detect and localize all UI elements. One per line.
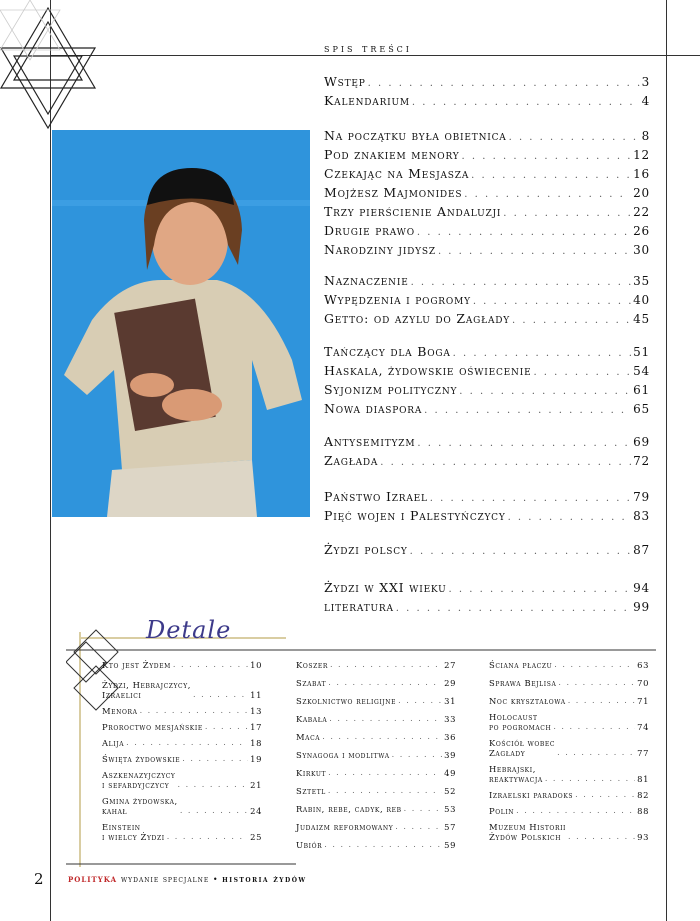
detale-leader-dots — [330, 660, 442, 670]
detale-entry-line: Gmina żydowska, — [102, 796, 178, 806]
detale-entry-title — [296, 678, 326, 688]
detale-entry-line: Kto jest Żydem — [102, 660, 171, 670]
toc-leader-dots — [462, 151, 632, 162]
detale-entry[interactable] — [102, 822, 262, 842]
toc-leader-dots — [430, 493, 631, 504]
detale-entry-title — [102, 738, 124, 748]
detale-entry-title — [102, 680, 191, 700]
toc-leader-dots — [508, 512, 632, 523]
detale-entry[interactable] — [102, 706, 262, 716]
footer-series: historia żydów — [222, 874, 307, 884]
detale-entry-title — [489, 806, 514, 816]
detale-entry-page: 29 — [444, 678, 456, 688]
toc-entry-title: Wstęp — [324, 74, 366, 89]
detale-entry[interactable] — [102, 738, 262, 748]
detale-entry-page: 81 — [637, 774, 649, 784]
toc-title: spis treści — [324, 42, 412, 55]
detale-entry-title — [296, 660, 328, 670]
toc-group — [324, 434, 650, 472]
detale-entry-line: Ściana płaczu — [489, 660, 553, 670]
toc-entry-title: Narodziny jidysz — [324, 242, 436, 257]
detale-entry-line: Holocaust — [489, 712, 538, 722]
toc-entry-page: 83 — [633, 509, 650, 523]
detale-entry-line: Aszkenazyjczycy — [102, 770, 176, 780]
toc-entry[interactable] — [324, 489, 650, 508]
detale-leader-dots — [516, 806, 635, 816]
detale-entry[interactable] — [296, 804, 456, 814]
detale-entry[interactable] — [296, 696, 456, 706]
detale-entry-line: Proroctwo mesjańskie — [102, 722, 203, 732]
toc-leader-dots — [417, 227, 631, 238]
toc-entry-title: Na początku była obietnica — [324, 128, 507, 143]
detale-entry[interactable] — [489, 660, 649, 670]
detale-entry-line: Hebrajski, — [489, 764, 536, 774]
toc-leader-dots — [512, 315, 631, 326]
star-of-david-icon — [0, 0, 100, 130]
detale-leader-dots — [554, 660, 635, 670]
detale-entry-title — [489, 738, 555, 758]
detale-entry-line: kahał — [102, 806, 128, 816]
toc-entry-title: Syjonizm polityczny — [324, 382, 458, 397]
detale-leader-dots — [182, 754, 248, 764]
toc-entry-title: Zagłada — [324, 453, 379, 468]
detale-leader-dots — [568, 832, 635, 842]
detale-leader-dots — [392, 750, 442, 760]
toc-entry-page: 45 — [633, 312, 650, 326]
toc-group — [324, 128, 650, 261]
detale-entry-page: 82 — [637, 790, 649, 800]
detale-entry[interactable] — [296, 768, 456, 778]
detale-entry-page: 52 — [444, 786, 456, 796]
detale-entry[interactable] — [489, 712, 649, 732]
detale-entry-page: 77 — [637, 748, 649, 758]
detale-entry-page: 19 — [250, 754, 262, 764]
toc-entry-page: 94 — [633, 581, 650, 595]
toc-group — [324, 489, 650, 527]
detale-entry-page: 17 — [250, 722, 262, 732]
detale-entry[interactable] — [296, 714, 456, 724]
header-rule — [50, 55, 700, 56]
detale-entry-line: Żydzi, Hebrajczycy, — [102, 680, 192, 690]
detale-leader-dots — [568, 696, 635, 706]
detale-entry-line: Koszer — [296, 660, 328, 670]
detale-leader-dots — [545, 774, 635, 784]
detale-entry[interactable] — [102, 722, 262, 732]
detale-entry-title — [296, 732, 320, 742]
toc-entry-page: 65 — [633, 402, 650, 416]
toc-entry-title: Mojżesz Majmonides — [324, 185, 463, 200]
toc-entry[interactable] — [324, 147, 650, 166]
toc-entry-page: 26 — [633, 224, 650, 238]
toc-entry-page: 61 — [633, 383, 650, 397]
detale-leader-dots — [180, 806, 248, 816]
detale-entry-page: 74 — [637, 722, 649, 732]
detale-column-2 — [296, 660, 456, 850]
detale-entry[interactable] — [102, 680, 262, 700]
toc-leader-dots — [412, 97, 640, 108]
toc-entry-title: Nowa diaspora — [324, 401, 423, 416]
toc-group — [324, 542, 650, 561]
detale-entry-page: 27 — [444, 660, 456, 670]
toc-entry-page: 79 — [633, 490, 650, 504]
detale-entry-line: i wielcy Żydzi — [102, 832, 165, 842]
toc-group — [324, 344, 650, 420]
photo-boy-with-book — [52, 130, 310, 517]
footer — [68, 874, 307, 884]
detale-leader-dots — [173, 660, 248, 670]
toc-entry-page: 8 — [641, 129, 650, 143]
detale-leader-dots — [193, 690, 248, 700]
toc-entry-title: Pod znakiem menory — [324, 147, 460, 162]
brand-logo: POLITYKA — [68, 875, 117, 884]
detale-entry-line: i sefardyjczycy — [102, 780, 170, 790]
detale-entry-line: Izraelici — [102, 690, 142, 700]
toc-entry-title: Getto: od azylu do Zagłady — [324, 311, 511, 326]
page-number: 2 — [34, 870, 44, 888]
toc-entry-page: 22 — [633, 205, 650, 219]
detale-entry-page: 10 — [250, 660, 262, 670]
detale-entry-title — [296, 696, 396, 706]
detale-entry-title — [102, 660, 171, 670]
detale-entry[interactable] — [102, 754, 262, 764]
toc-entry-page: 54 — [633, 364, 650, 378]
toc-leader-dots — [503, 208, 631, 219]
toc-entry[interactable] — [324, 204, 650, 223]
toc-group — [324, 74, 650, 112]
detale-leader-dots — [328, 786, 442, 796]
toc-entry[interactable] — [324, 242, 650, 261]
detale-entry-line: Alija — [102, 738, 125, 748]
detale-entry-line: Żydów Polskich — [489, 832, 562, 842]
toc-leader-dots — [424, 405, 631, 416]
detale-entry-title — [489, 790, 573, 800]
toc-entry-page: 30 — [633, 243, 650, 257]
detale-entry-line: po pogromach — [489, 722, 552, 732]
detale-leader-dots — [328, 678, 442, 688]
detale-leader-dots — [557, 748, 635, 758]
detale-entry-page: 13 — [250, 706, 262, 716]
toc-entry-page: 87 — [633, 543, 650, 557]
toc-leader-dots — [464, 189, 631, 200]
detale-entry-title — [102, 754, 180, 764]
detale-entry-title — [489, 660, 552, 670]
detale-entry[interactable] — [489, 790, 649, 800]
detale-entry-line: Maca — [296, 732, 321, 742]
detale-leader-dots — [553, 722, 635, 732]
detale-entry-title — [489, 678, 556, 688]
toc-entry[interactable] — [324, 363, 650, 382]
toc-entry-page: 99 — [633, 600, 650, 614]
detale-entry[interactable] — [489, 822, 649, 842]
toc-entry-page: 72 — [633, 454, 650, 468]
detale-title: Detale — [146, 616, 232, 644]
detale-column-1 — [102, 660, 262, 842]
toc-entry-page: 40 — [633, 293, 650, 307]
detale-entry-line: Kabała — [296, 714, 328, 724]
toc-leader-dots — [438, 246, 631, 257]
detale-entry-title — [296, 786, 326, 796]
detale-entry-page: 24 — [250, 806, 262, 816]
detale-entry-title — [296, 804, 402, 814]
toc-leader-dots — [411, 277, 632, 288]
detale-entry-page: 33 — [444, 714, 456, 724]
detale-entry-title — [102, 706, 138, 716]
detale-entry-line: Synagoga i modlitwa — [296, 750, 390, 760]
detale-entry-line: Sztetl — [296, 786, 326, 796]
detale-entry-line: Polin — [489, 806, 515, 816]
toc-leader-dots — [459, 386, 631, 397]
toc-leader-dots — [533, 367, 631, 378]
toc-entry[interactable] — [324, 382, 650, 401]
detale-leader-dots — [575, 790, 635, 800]
detale-leader-dots — [140, 706, 249, 716]
toc-entry-page: 3 — [641, 75, 650, 89]
toc-entry[interactable] — [324, 93, 650, 112]
detale-entry[interactable] — [489, 806, 649, 816]
toc-entry-title: Wypędzenia i pogromy — [324, 292, 471, 307]
footer-edition: wydanie specjalne — [121, 875, 210, 884]
detale-entry[interactable] — [102, 796, 262, 816]
toc-entry-title: literatura — [324, 599, 394, 614]
detale-entry-title — [296, 714, 327, 724]
detale-leader-dots — [398, 696, 442, 706]
toc-entry[interactable] — [324, 74, 650, 93]
detale-entry-line: reaktywacja — [489, 774, 543, 784]
footer-separator: • — [212, 875, 219, 884]
detale-entry-title — [489, 712, 551, 732]
toc-entry-title: Haskala, żydowskie oświecenie — [324, 363, 532, 378]
toc-entry[interactable] — [324, 311, 650, 330]
detale-entry-line: Sprawa Bejlisa — [489, 678, 557, 688]
detale-entry-title — [489, 696, 566, 706]
toc-leader-dots — [380, 457, 631, 468]
detale-entry-page: 88 — [637, 806, 649, 816]
detale-entry-line: Muzeum Historii — [489, 822, 567, 832]
detale-entry-page: 21 — [250, 780, 262, 790]
detale-entry-title — [296, 840, 322, 850]
detale-entry-title — [102, 822, 165, 842]
toc-entry[interactable] — [324, 166, 650, 185]
detale-entry-page: 57 — [444, 822, 456, 832]
detale-entry-page: 59 — [444, 840, 456, 850]
detale-entry-page: 49 — [444, 768, 456, 778]
detale-entry[interactable] — [296, 822, 456, 832]
detale-entry[interactable] — [296, 732, 456, 742]
detale-entry-page: 31 — [444, 696, 456, 706]
toc-leader-dots — [473, 296, 631, 307]
toc-leader-dots — [471, 170, 631, 181]
detale-entry-line: Szkolnictwo religijne — [296, 696, 397, 706]
detale-leader-dots — [404, 804, 443, 814]
toc-leader-dots — [449, 584, 632, 595]
detale-leader-dots — [328, 768, 442, 778]
toc-entry[interactable] — [324, 128, 650, 147]
detale-entry-title — [102, 722, 203, 732]
toc-entry-page: 4 — [641, 94, 650, 108]
toc-leader-dots — [509, 132, 640, 143]
detale-entry-title — [102, 796, 178, 816]
detale-entry-page: 53 — [444, 804, 456, 814]
right-margin-rule — [666, 0, 667, 921]
toc-entry-title: Naznaczenie — [324, 273, 409, 288]
detale-entry[interactable] — [489, 696, 649, 706]
detale-entry-page: 70 — [637, 678, 649, 688]
detale-entry-page: 11 — [250, 690, 262, 700]
toc-entry[interactable] — [324, 344, 650, 363]
detale-entry-page: 71 — [637, 696, 649, 706]
toc-entry-title: Czekając na Mesjasza — [324, 166, 470, 181]
toc-entry-title: Żydzi w XXI wieku — [324, 580, 447, 595]
detale-leader-dots — [324, 840, 442, 850]
toc-entry[interactable] — [324, 434, 650, 453]
detale-entry[interactable] — [489, 764, 649, 784]
detale-entry-line: Judaizm reformowany — [296, 822, 394, 832]
detale-entry-line: Szabat — [296, 678, 327, 688]
detale-entry-line: Kościół wobec — [489, 738, 556, 748]
toc-entry[interactable] — [324, 580, 650, 599]
detale-entry-page: 39 — [444, 750, 456, 760]
toc-entry[interactable] — [324, 273, 650, 292]
detale-entry[interactable] — [489, 678, 649, 688]
toc-group — [324, 273, 650, 330]
toc-entry[interactable] — [324, 453, 650, 472]
detale-leader-dots — [329, 714, 442, 724]
detale-entry[interactable] — [296, 660, 456, 670]
toc-entry-page: 69 — [633, 435, 650, 449]
toc-entry-title: Tańczący dla Boga — [324, 344, 451, 359]
toc-entry-title: Pięć wojen i Palestyńczycy — [324, 508, 506, 523]
detale-entry-title — [489, 822, 566, 842]
toc-entry-title: Kalendarium — [324, 93, 410, 108]
detale-entry-page: 25 — [250, 832, 262, 842]
toc-entry[interactable] — [324, 185, 650, 204]
detale-leader-dots — [167, 832, 248, 842]
detale-entry-line: Zagłady — [489, 748, 526, 758]
toc-entry-page: 35 — [633, 274, 650, 288]
detale-entry[interactable] — [296, 678, 456, 688]
toc-entry[interactable] — [324, 292, 650, 311]
detale-entry-page: 93 — [637, 832, 649, 842]
detale-leader-dots — [395, 822, 442, 832]
toc-entry-page: 51 — [633, 345, 650, 359]
detale-entry[interactable] — [489, 738, 649, 758]
toc-entry[interactable] — [324, 223, 650, 242]
detale-entry-page: 18 — [250, 738, 262, 748]
toc-entry-title: Państwo Izrael — [324, 489, 428, 504]
detale-entry[interactable] — [296, 750, 456, 760]
detale-column-3 — [489, 660, 649, 842]
toc-entry-title: Antysemityzm — [324, 434, 416, 449]
detale-entry-title — [296, 750, 390, 760]
toc-leader-dots — [417, 438, 631, 449]
detale-leader-dots — [126, 738, 248, 748]
detale-entry-line: Izraelski paradoks — [489, 790, 574, 800]
detale-entry-page: 63 — [637, 660, 649, 670]
toc-leader-dots — [410, 546, 631, 557]
toc-entry[interactable] — [324, 542, 650, 561]
detale-entry-line: Menora — [102, 706, 138, 716]
toc-entry-page: 12 — [633, 148, 650, 162]
toc-entry-page: 20 — [633, 186, 650, 200]
toc-leader-dots — [368, 78, 640, 89]
detale-entry-line: Einstein — [102, 822, 141, 832]
toc-entry[interactable] — [324, 599, 650, 618]
toc-entry-title: Żydzi polscy — [324, 542, 408, 557]
toc-entry-title: Drugie prawo — [324, 223, 415, 238]
toc-leader-dots — [396, 603, 631, 614]
toc-entry[interactable] — [324, 508, 650, 527]
detale-entry-line: Noc kryształowa — [489, 696, 566, 706]
toc-leader-dots — [453, 348, 631, 359]
detale-leader-dots — [205, 722, 248, 732]
toc-entry[interactable] — [324, 401, 650, 420]
detale-entry[interactable] — [296, 786, 456, 796]
detale-leader-dots — [177, 780, 248, 790]
detale-entry[interactable] — [102, 770, 262, 790]
left-margin-rule — [50, 0, 51, 921]
detale-entry-line: Rabin, rebe, cadyk, reb — [296, 804, 402, 814]
detale-entry-line: Święta żydowskie — [102, 754, 181, 764]
detale-entry-line: Kirkut — [296, 768, 327, 778]
toc-entry-title: Trzy pierścienie Andaluzji — [324, 204, 502, 219]
detale-entry-title — [296, 768, 326, 778]
detale-entry[interactable] — [102, 660, 262, 670]
detale-entry-page: 36 — [444, 732, 456, 742]
detale-entry-title — [296, 822, 393, 832]
detale-leader-dots — [322, 732, 442, 742]
detale-entry[interactable] — [296, 840, 456, 850]
toc-group — [324, 580, 650, 618]
detale-entry-title — [489, 764, 543, 784]
toc-entry-page: 16 — [633, 167, 650, 181]
detale-entry-line: Ubiór — [296, 840, 323, 850]
detale-entry-title — [102, 770, 175, 790]
detale-leader-dots — [558, 678, 635, 688]
